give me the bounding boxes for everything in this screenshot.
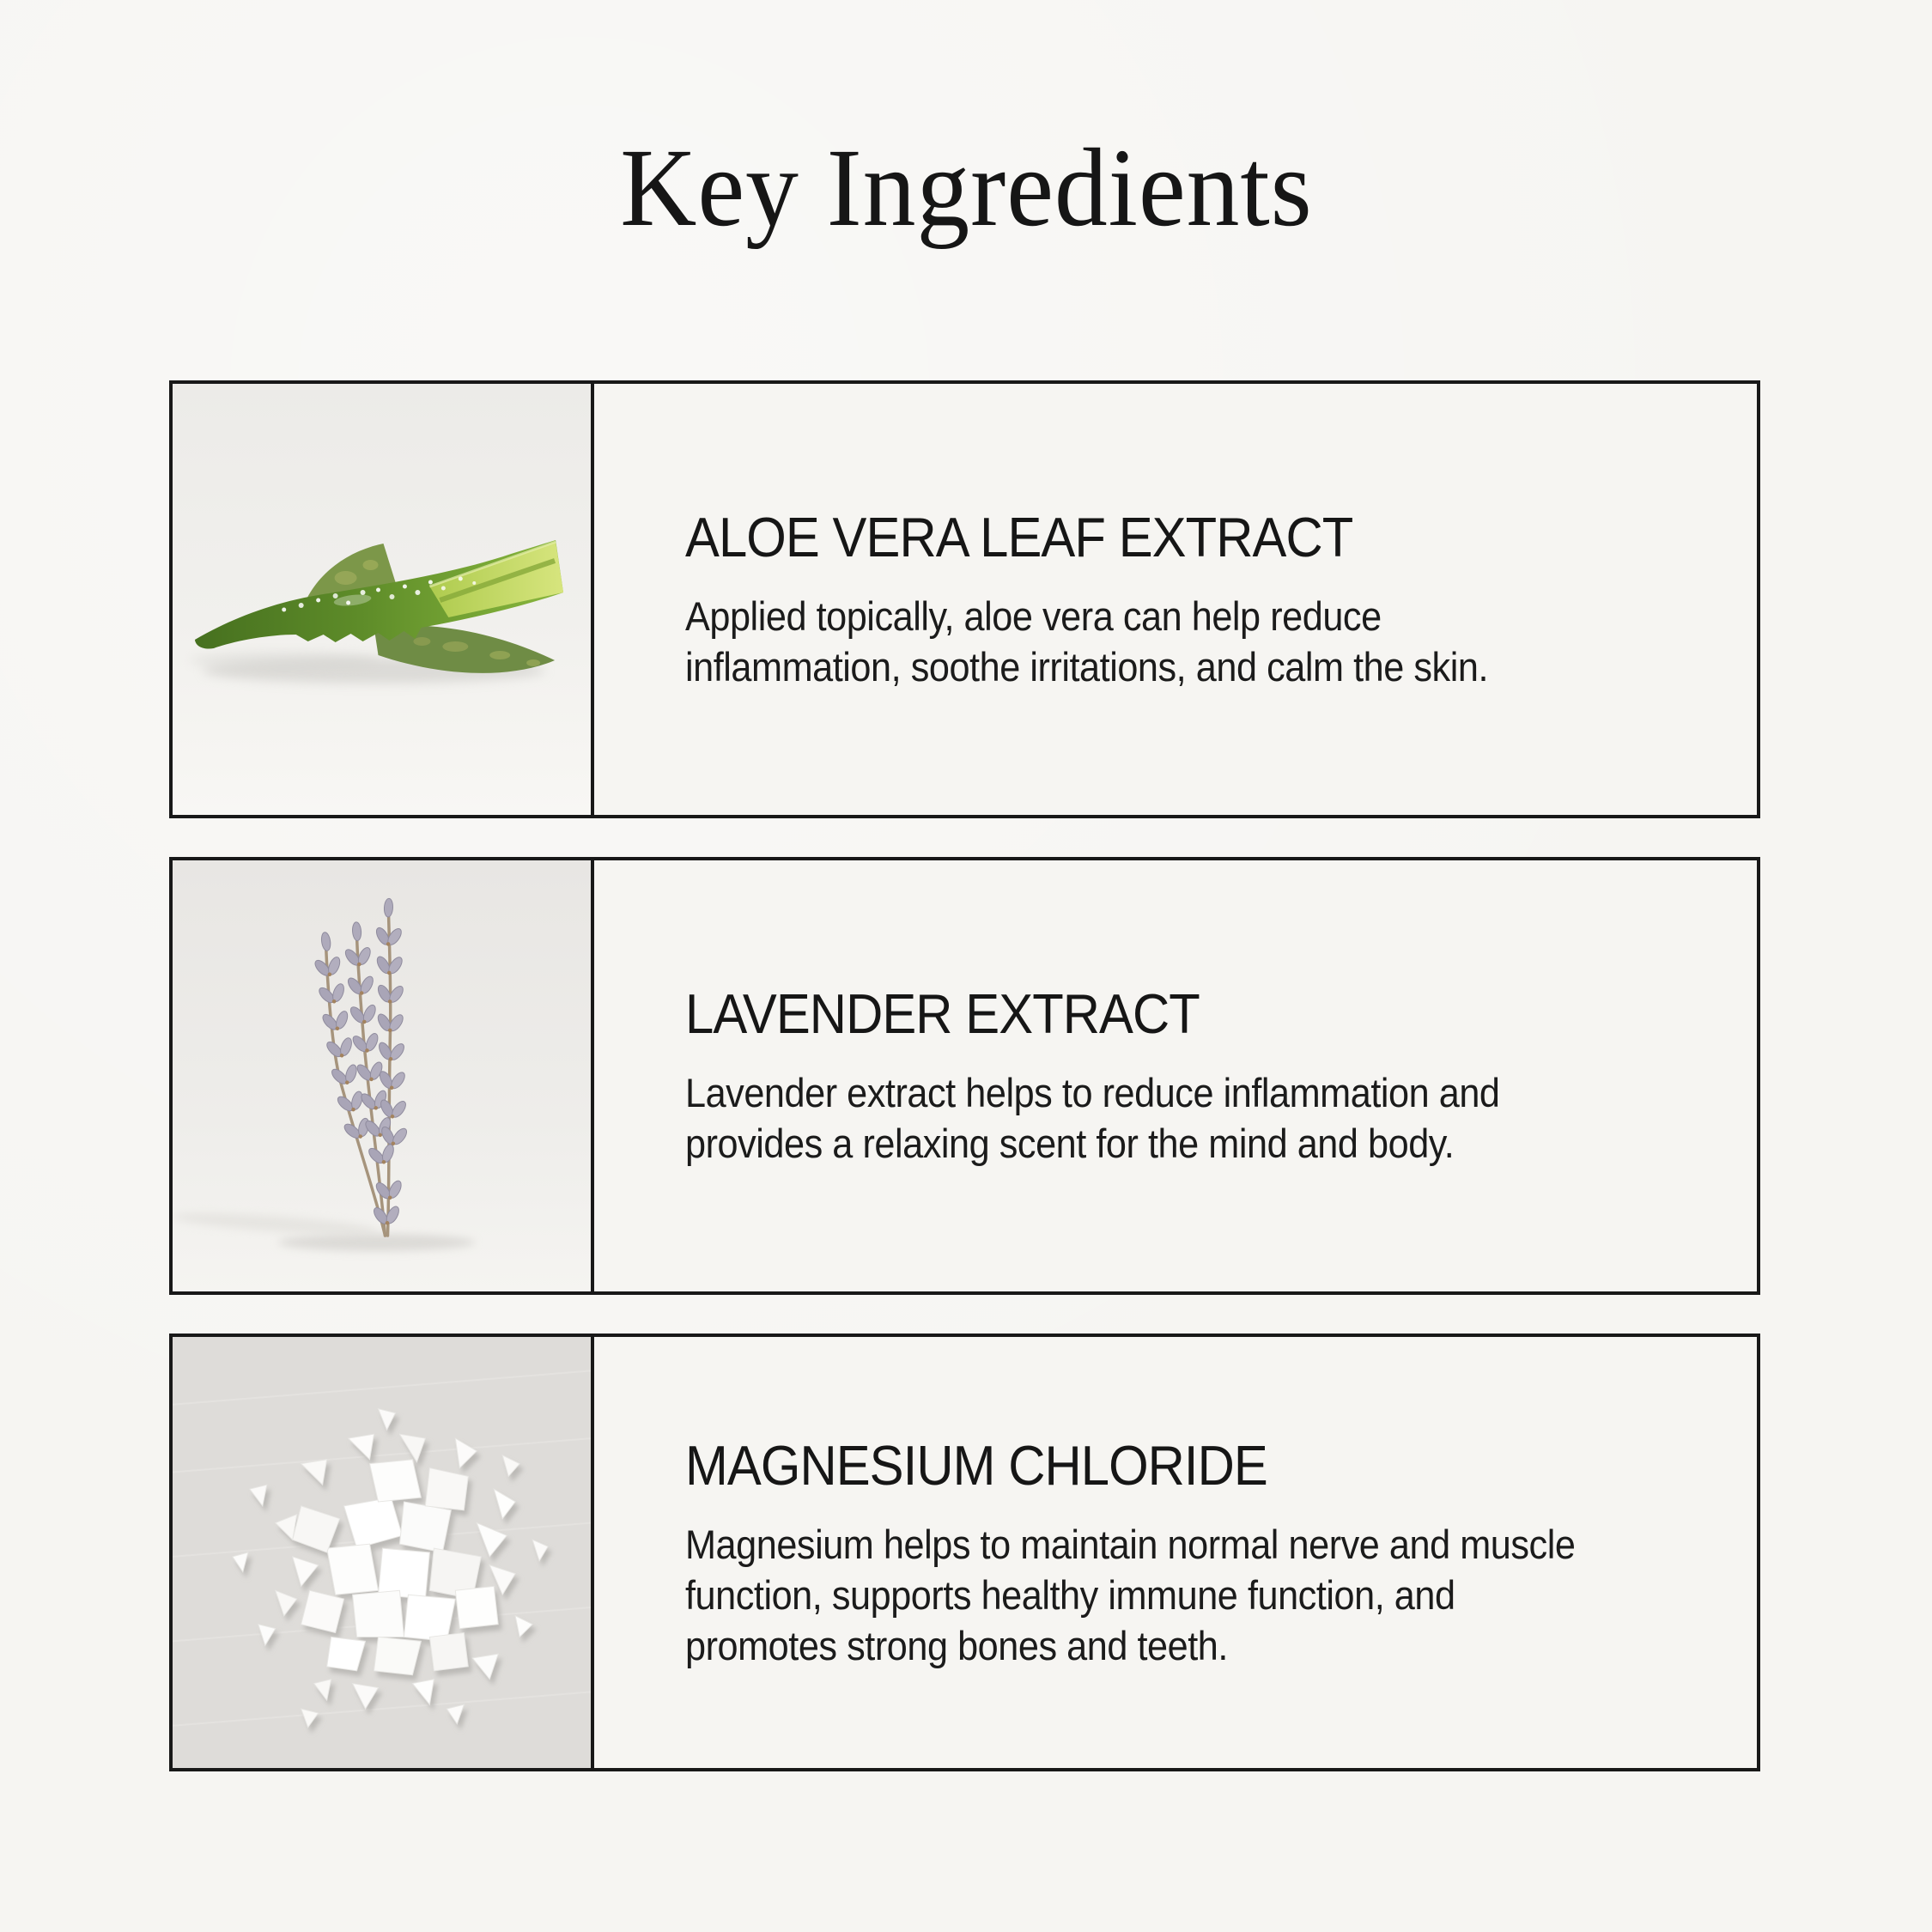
magnesium-flakes-illustration [173, 1337, 591, 1768]
lavender-text [594, 860, 1757, 1291]
ingredient-name: MAGNESIUM CHLORIDE [685, 1433, 1267, 1497]
magnesium-photo [173, 1337, 594, 1768]
ingredient-description-line: Lavender extract helps to reduce inflammation and [685, 1070, 1500, 1115]
magnesium-text [594, 1337, 1757, 1768]
lavender-photo [173, 860, 594, 1291]
ingredient-description-line: inflammation, soothe irritations, and calm the skin. [685, 644, 1489, 690]
ingredient-description-line: Magnesium helps to maintain normal nerve and muscle [685, 1521, 1576, 1567]
lavender-sprigs-illustration [173, 860, 591, 1291]
aloe-vera-leaves-illustration [173, 384, 591, 815]
ingredient-description-line: Applied topically, aloe vera can help reduce [685, 593, 1382, 639]
page-title [0, 125, 1932, 253]
ingredient-name: ALOE VERA LEAF EXTRACT [685, 506, 1353, 568]
ingredient-name: LAVENDER EXTRACT [685, 982, 1200, 1045]
page-title-text: Key Ingredients [619, 126, 1313, 250]
ingredient-card-aloe-vera [169, 380, 1760, 818]
ingredient-description-line: promotes strong bones and teeth. [685, 1622, 1228, 1668]
ingredient-card-lavender [169, 857, 1760, 1295]
ingredient-card-magnesium [169, 1334, 1760, 1771]
aloe-vera-photo [173, 384, 594, 815]
aloe-vera-text [594, 384, 1757, 815]
ingredient-description-line: provides a relaxing scent for the mind and body. [685, 1121, 1455, 1166]
ingredient-description-line: function, supports healthy immune function, and [685, 1571, 1455, 1618]
